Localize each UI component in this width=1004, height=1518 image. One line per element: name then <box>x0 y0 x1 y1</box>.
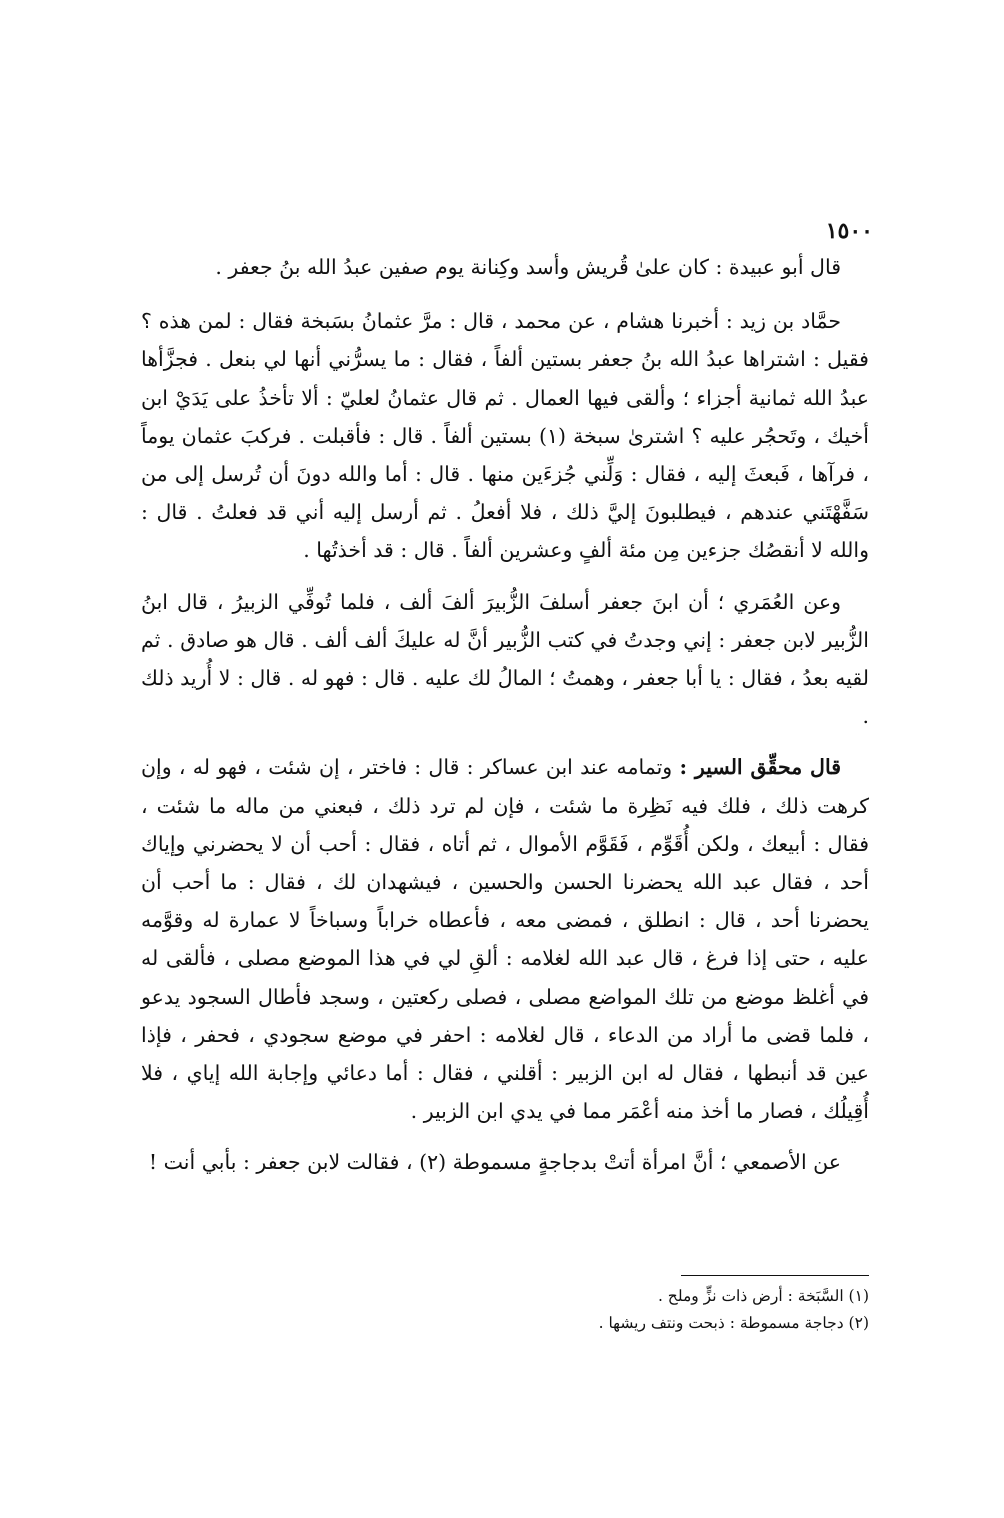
editor-note-text: وتمامه عند ابن عساكر : قال : فاختر ، إن شئت ، فهو له ، وإن كرهت ذلك ، فلك فيه نَظِرة ما شئت ، فإن لم ترد ذلك ، فبعني من ماله ما شئت ، فقال : أبيعك ، ولكن أُقَوِّم ، فَقَوَّم الأموال ، ثم أتاه ، فقال : أحب أن لا يحضرني وإياك أحد ، فقال عبد الله يحضرنا الحسن والحسين ، فيشهدان لك ، فقال : ما أحب أن يحضرنا أحد ، قال : انطلق ، فمضى معه ، فأعطاه خراباً وسباخاً لا عمارة له وقوَّمه عليه ، حتى إذا فرغ ، قال عبد الله لغلامه : ألقِ لي في هذا الموضع مصلى ، فألقى له في أغلظ موضع من تلك المواضع مصلى ، فصلى ركعتين ، وسجد فأطال السجود يدعو ، فلما قضى ما أراد من الدعاء ، قال لغلامه : احفر في موضع سجودي ، فحفر ، فإذا عين قد أنبطها ، فقال له ابن الزبير : أقلني ، فقال : أما دعائي وإجابة الله إياي ، فلا أُقِيلُك ، فصار ما أخذ منه أعْمَر مما في يدي ابن الزبير . <box>141 755 869 1124</box>
page-number: ١٥٠٠ <box>825 218 873 244</box>
paragraph-hammad-ibn-zayd: حمَّاد بن زيد : أخبرنا هشام ، عن محمد ، قال : مرَّ عثمانُ بسَبخة فقال : لمن هذه ؟ فقيل : اشتراها عبدُ الله بنُ جعفر بستين ألفاً ، فقال : ما يسرُّني أنها لي بنعل . فجزَّأها عبدُ الله ثمانية أجزاء ؛ وألقى فيها العمال . ثم قال عثمانُ لعليّ : ألا تأخذُ على يَدَيْ ابن أخيك ، وتَحجُر عليه ؟ اشترىٰ سبخة (١) بستين ألفاً . قال : فأقبلت . فركبَ عثمان يوماً ، فرآها ، فَبعثَ إليه ، فقال : وَلِّني جُزءَين منها . قال : أما والله دونَ أن تُرسل إلى من سَفَّهْتَني عندهم ، فيطلبونَ إليَّ ذلك ، فلا أفعلُ . ثم أرسل إليه أني قد فعلتُ . قال : والله لا أنقصُك جزءين مِن مئة ألفٍ وعشرين ألفاً . قال : قد أخذتُها . <box>141 309 869 563</box>
footnote-1: (١) السَّبَخة : أرض ذات نزٍّ وملح . <box>657 1287 869 1305</box>
paragraph-al-asmai: عن الأصمعي ؛ أنَّ امرأة أتتْ بدجاجةٍ مسموطة (٢) ، فقالت لابن جعفر : بأبي أنت ! <box>148 1150 841 1175</box>
footnote-2: (٢) دجاجة مسموطة : ذبحت ونتف ريشها . <box>598 1314 869 1332</box>
paragraph-al-umari: وعن العُمَري ؛ أن ابنَ جعفر أسلفَ الزُّبيرَ ألفَ ألف ، فلما تُوفِّي الزبيرُ ، قال ابنُ الزُّبير لابن جعفر : إني وجدتُ في كتب الزُّبير أنَّ له عليكَ ألف ألف . قال هو صادق . ثم لقيه بعدُ ، فقال : يا أبا جعفر ، وهمتُ ؛ المالُ لك عليه . قال : فهو له . قال : لا أُريد ذلك . <box>141 589 869 729</box>
main-text <box>141 248 869 1195</box>
paragraph-editor-note <box>141 748 869 1130</box>
footnote-separator <box>681 1275 869 1276</box>
editor-label: قال محقِّق السير : <box>679 755 841 780</box>
footnotes <box>141 1283 869 1337</box>
paragraph-abu-ubayda: قال أبو عبيدة : كان علىٰ قُريش وأسد وكِنانة يوم صفين عبدُ الله بنُ جعفر . <box>215 255 841 279</box>
